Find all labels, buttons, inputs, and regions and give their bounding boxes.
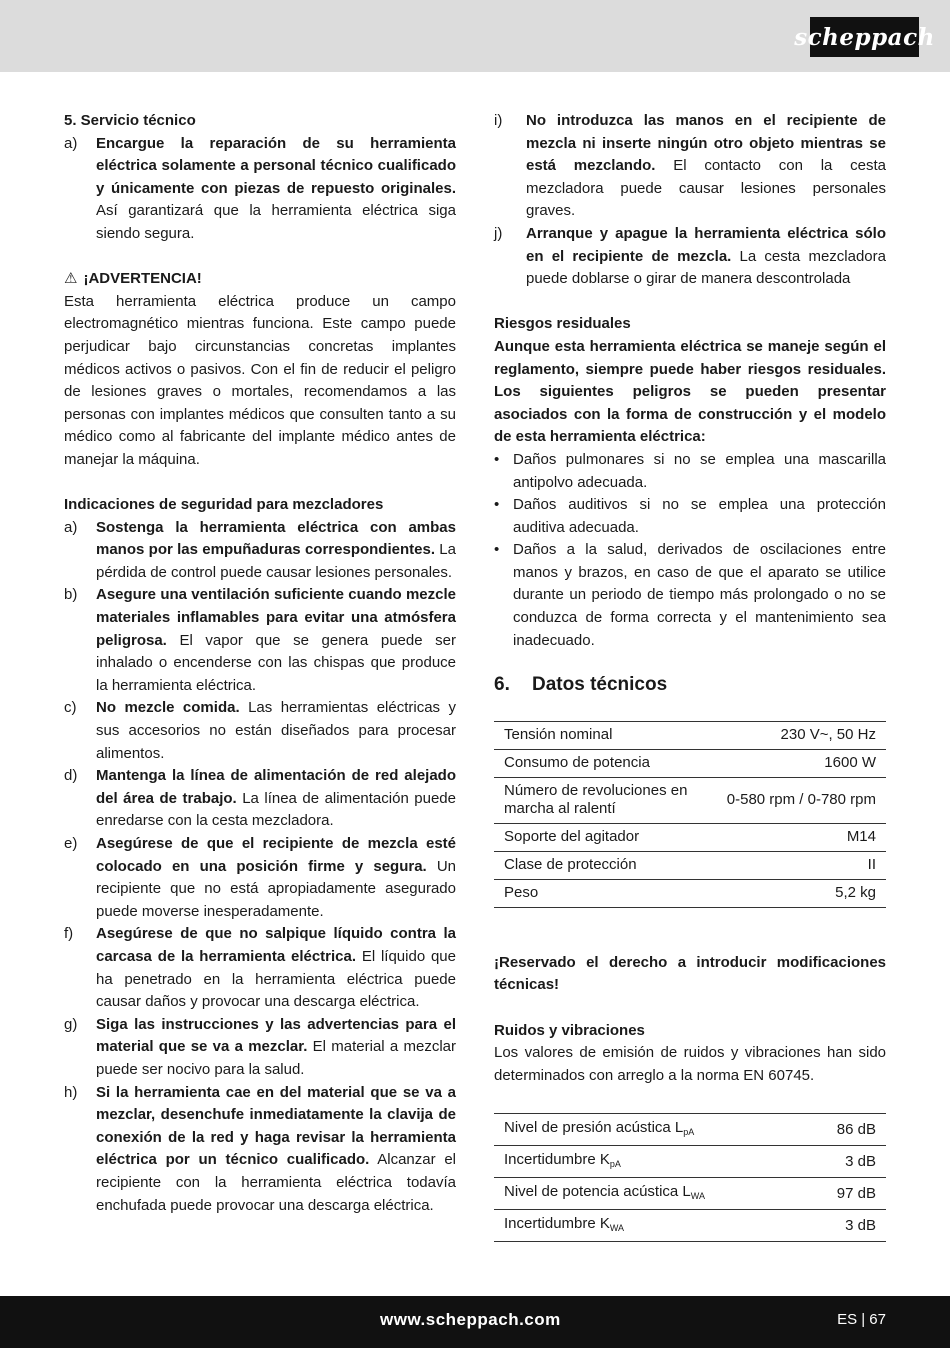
item-bold: Si la herramienta cae en del material que se va a mezclar, desenchufe inmediatamente la clavija de conexión de la red y haga revisar la herramienta eléctrica por un técnico cualificado. <box>96 1083 456 1169</box>
spec-label: Tensión nominal <box>494 721 717 749</box>
noise-label-cell <box>494 1114 803 1146</box>
item-bold: Arranque y apague la herramienta eléctrica sólo en el recipiente de mezcla. <box>526 224 886 265</box>
table-row <box>494 1178 886 1210</box>
item-text <box>96 765 456 833</box>
table-row <box>494 1146 886 1178</box>
spec-label: Peso <box>494 879 717 907</box>
warning-text: Esta herramienta eléctrica produce un campo electromagnético mientras funciona. Este campo puede perjudicar bajo circunstancias concretas implantes médicos activos o pasivos. Con el fin de reducir el peligro de lesiones graves o mortales, recomendamos a las personas con implantes médicos que consulten tanto a su médico como al fabricante del implante médico antes de manejar la máquina. <box>64 292 456 468</box>
bullet-text: Daños pulmonares si no se emplea una mascarilla antipolvo adecuada. <box>513 450 886 491</box>
item-normal: El líquido que ha penetrado en la herramienta eléctrica puede causar daños y provocar una descarga eléctrica. <box>96 947 456 1011</box>
item-normal: El material a mezclar puede ser nocivo para la salud. <box>96 1038 456 1078</box>
table-row <box>494 823 886 851</box>
residual-risks-title: Riesgos residuales <box>494 315 631 333</box>
item-normal: Las herramientas eléctricas y sus accesorios no están diseñados para procesar alimentos. <box>96 699 457 762</box>
list-item <box>64 517 456 585</box>
item-text <box>96 1014 456 1082</box>
table-row <box>494 721 886 749</box>
left-column <box>64 110 456 1217</box>
reserved-notice: ¡Reservado el derecho a introducir modificaciones técnicas! <box>494 953 886 994</box>
website-link[interactable]: www.scheppach.com <box>380 1310 561 1329</box>
section-6-title: Datos técnicos <box>532 674 668 696</box>
right-column <box>494 110 886 1242</box>
item-bold: No introduzca las manos en el recipiente de mezcla ni inserte ningún otro objeto mientras se está mezclando. <box>526 112 886 175</box>
item-label: i) <box>494 112 503 129</box>
item-label: f) <box>64 925 74 943</box>
bullet-dot-icon: • <box>494 496 500 514</box>
item-label: d) <box>64 767 78 785</box>
item-bold: Encargue la reparación de su herramienta eléctrica solamente a personal técnico cualificado y únicamente con piezas de repuesto originales. <box>96 134 456 197</box>
item-label: a) <box>64 134 78 152</box>
bullet-item <box>494 449 886 494</box>
item-text <box>96 584 456 697</box>
item-normal: El vapor que se genera puede ser inhalado o encenderse con las chispas que produce la herramienta eléctrica. <box>96 631 456 694</box>
residual-risks-intro: Aunque esta herramienta eléctrica se maneje según el reglamento, siempre puede haber riesgos residuales. Los siguientes peligros se pueden presentar asociados con la forma de construcción y el modelo de esta herramienta eléctrica: <box>494 337 886 446</box>
noise-table <box>494 1113 886 1242</box>
warning-triangle-icon: ⚠ <box>64 270 78 288</box>
spec-value: M14 <box>717 823 886 851</box>
item-label: g) <box>64 1015 78 1033</box>
noise-label-cell <box>494 1178 803 1210</box>
bullet-text: Daños auditivos si no se emplea una protección auditiva adecuada. <box>513 496 886 536</box>
spec-value: II <box>717 851 886 879</box>
noise-subscript: pA <box>609 1158 621 1169</box>
item-label: c) <box>64 699 77 717</box>
list-item <box>64 923 456 1013</box>
spec-label: Clase de protección <box>494 851 717 879</box>
item-label: a) <box>64 518 78 536</box>
item-text <box>96 923 456 1013</box>
scheppach-logo: scheppach <box>810 17 919 57</box>
mixer-safety-list <box>64 517 456 1217</box>
mixer-safety-list-continued <box>494 110 886 291</box>
warning-title: ¡ADVERTENCIA! <box>83 270 202 288</box>
bullet-dot-icon: • <box>494 541 500 559</box>
item-text <box>526 223 886 291</box>
bullet-item <box>494 539 886 652</box>
item-normal: Alcanzar el recipiente con la herramienta eléctrica todavía enchufada puede provocar una descarga eléctrica. <box>96 1151 456 1214</box>
item-normal: La cesta mezcladora puede doblarse o girar de manera descontrolada <box>526 247 886 288</box>
page-number: ES | 67 <box>837 1311 886 1328</box>
noise-label: Nivel de potencia acústica L <box>504 1182 691 1200</box>
spec-label: Número de revoluciones en marcha al ralentí <box>494 777 717 823</box>
section-6-heading <box>494 674 886 697</box>
noise-subscript: WA <box>609 1222 625 1233</box>
list-item <box>64 697 456 765</box>
item-normal: La línea de alimentación puede enredarse con la cesta mezcladora. <box>96 789 456 830</box>
noise-label-cell <box>494 1146 803 1178</box>
list-item <box>64 133 456 246</box>
item-bold: Siga las instrucciones y las advertencias para el material que se va a mezclar. <box>96 1015 456 1056</box>
spec-value: 1600 W <box>717 749 886 777</box>
noise-label: Nivel de presión acústica L <box>504 1118 684 1136</box>
page-footer <box>0 1296 950 1348</box>
noise-title: Ruidos y vibraciones <box>494 1021 645 1039</box>
item-bold: Sostenga la herramienta eléctrica con ambas manos por las empuñaduras correspondientes. <box>96 518 456 559</box>
table-row <box>494 851 886 879</box>
table-row <box>494 1210 886 1242</box>
item-normal: El contacto con la cesta mezcladora puede causar lesiones personales graves. <box>526 157 886 220</box>
item-bold: Mantenga la línea de alimentación de red alejado del área de trabajo. <box>96 767 456 807</box>
item-text <box>96 697 456 765</box>
bullet-dot-icon: • <box>494 450 500 468</box>
noise-label: Incertidumbre K <box>504 1150 610 1168</box>
technical-data-table <box>494 721 886 908</box>
spec-label: Consumo de potencia <box>494 749 717 777</box>
bullet-text: Daños a la salud, derivados de oscilaciones entre manos y brazos, en caso de que el aparato se utilice durante un periodo de tiempo más prolongado o no se conduzca de forma correcta y el mantenimiento sea inadecuado. <box>513 541 886 649</box>
table-row <box>494 879 886 907</box>
item-text <box>96 133 456 246</box>
list-item <box>64 765 456 833</box>
item-normal: Un recipiente que no está apropiadamente asegurado puede moverse inesperadamente. <box>96 857 457 920</box>
item-text <box>96 517 456 585</box>
noise-label-cell <box>494 1210 803 1242</box>
noise-value: 3 dB <box>803 1210 886 1242</box>
list-item <box>64 584 456 697</box>
item-label: h) <box>64 1083 78 1101</box>
list-item <box>494 223 886 291</box>
item-bold: Asegúrese de que el recipiente de mezcla esté colocado en una posición firme y segura. <box>96 835 456 875</box>
section-6-number: 6. <box>494 674 510 696</box>
item-bold: Asegure una ventilación suficiente cuando mezcle materiales inflamables para evitar una atmósfera peligrosa. <box>96 586 456 649</box>
table-row <box>494 1114 886 1146</box>
section-5-title: 5. Servicio técnico <box>64 112 196 129</box>
noise-value: 3 dB <box>803 1146 886 1178</box>
list-item <box>64 833 456 923</box>
item-text <box>96 833 456 923</box>
spec-value: 0-580 rpm / 0-780 rpm <box>717 777 886 823</box>
item-text <box>526 110 886 223</box>
noise-value: 86 dB <box>803 1114 886 1146</box>
item-normal: La pérdida de control puede causar lesiones personales. <box>96 541 456 581</box>
mixer-safety-title: Indicaciones de seguridad para mezcladores <box>64 496 384 514</box>
item-bold: Asegúrese de que no salpique líquido contra la carcasa de la herramienta eléctrica. <box>96 925 456 965</box>
noise-subscript: pA <box>683 1126 695 1137</box>
item-label: j) <box>494 224 503 242</box>
page-header <box>0 0 950 72</box>
spec-label: Soporte del agitador <box>494 823 717 851</box>
noise-value: 97 dB <box>803 1178 886 1210</box>
noise-label: Incertidumbre K <box>504 1214 610 1232</box>
table-row <box>494 749 886 777</box>
noise-text: Los valores de emisión de ruidos y vibraciones han sido determinados con arreglo a la norma EN 60745. <box>494 1044 886 1084</box>
list-item <box>64 1082 456 1218</box>
table-row <box>494 777 886 823</box>
residual-risks-list <box>494 449 886 652</box>
item-normal: Así garantizará que la herramienta eléctrica siga siendo segura. <box>96 202 456 242</box>
item-label: e) <box>64 835 78 852</box>
item-text <box>96 1082 456 1218</box>
warning-heading <box>64 268 456 291</box>
noise-subscript: WA <box>690 1190 705 1201</box>
spec-value: 230 V~, 50 Hz <box>717 721 886 749</box>
item-bold: No mezcle comida. <box>96 699 240 717</box>
item-label: b) <box>64 586 78 604</box>
bullet-item <box>494 494 886 539</box>
list-item <box>64 1014 456 1082</box>
spec-value: 5,2 kg <box>717 879 886 907</box>
list-item <box>494 110 886 223</box>
